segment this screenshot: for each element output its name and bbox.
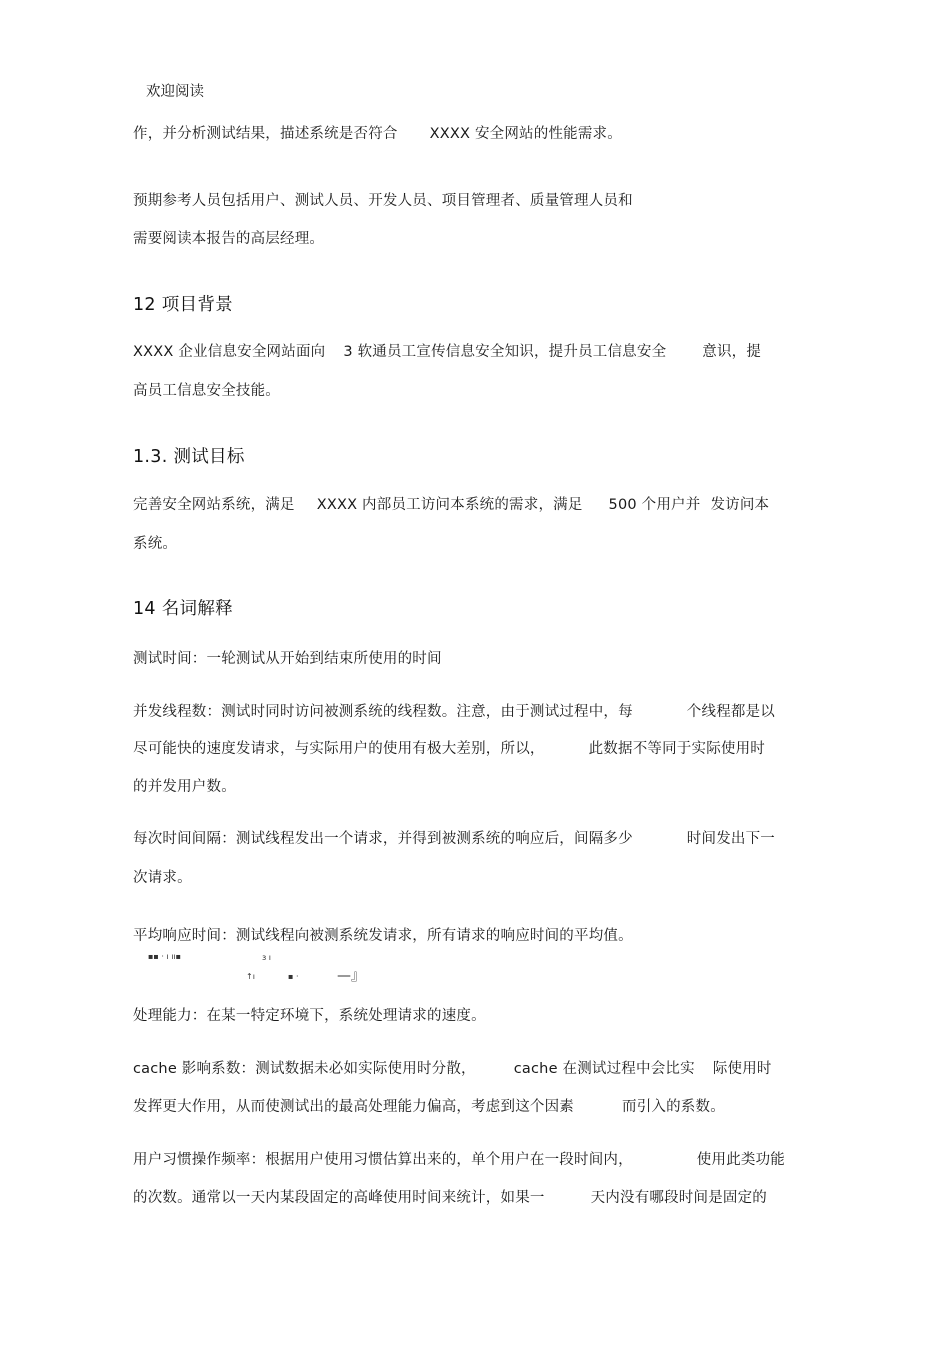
paragraph-audience-line2: 需要阅读本报告的高层经理。	[133, 231, 325, 247]
term-interval-line2: 次请求。	[133, 870, 192, 886]
scan-artifact: ▪▪ · ı ıı▪	[148, 952, 182, 961]
scan-artifact: ɜ ı	[262, 953, 272, 962]
text-segment: 使用此类功能	[696, 1152, 785, 1168]
paragraph-goal-line2: 系统。	[133, 536, 178, 552]
text-segment: 的次数。通常以一天内某段固定的高峰使用时间来统计，如果一	[133, 1190, 545, 1206]
term-test-time: 测试时间：一轮测试从开始到结束所使用的时间	[133, 651, 442, 667]
text-segment: 用户习惯操作频率：根据用户使用习惯估算出来的，单个用户在一段时间内，	[133, 1152, 633, 1168]
term-concurrency-line1	[133, 702, 775, 722]
text-segment: cache 在测试过程中会比实	[513, 1061, 695, 1077]
text-segment: 发挥更大作用，从而使测试出的最高处理能力偏高，考虑到这个因素	[133, 1099, 574, 1115]
text-segment: 完善安全网站系统，满足	[133, 497, 295, 513]
text-segment: cache 影响系数：测试数据未必如实际使用时分散，	[133, 1061, 476, 1077]
term-concurrency-line3: 的并发用户数。	[133, 779, 236, 795]
term-capacity: 处理能力：在某一特定环境下，系统处理请求的速度。	[133, 1008, 486, 1024]
text-segment: 而引入的系数。	[622, 1099, 725, 1115]
text-segment: 此数据不等同于实际使用时	[588, 741, 766, 757]
text-segment: 并发线程数：测试时同时访问被测系统的线程数。注意，由于测试过程中，每	[133, 704, 633, 720]
section-heading-background: 12 项目背景	[133, 295, 233, 315]
term-concurrency-line2	[133, 739, 765, 759]
text-segment: 个线程都是以	[686, 704, 775, 720]
term-cache-line2	[133, 1097, 725, 1117]
text-segment: 500 个用户并	[608, 497, 701, 513]
term-frequency-line1	[133, 1150, 785, 1170]
text-segment: 意识，提	[702, 344, 762, 360]
term-frequency-line2	[133, 1188, 767, 1208]
page-header: 欢迎阅读	[146, 84, 204, 100]
text-segment: 天内没有哪段时间是固定的	[590, 1190, 768, 1206]
term-avg-response: 平均响应时间：测试线程向被测系统发请求，所有请求的响应时间的平均值。	[133, 928, 633, 944]
text-segment: 3 软通员工宣传信息安全知识，提升员工信息安全	[343, 344, 667, 360]
section-heading-goal: 1.3. 测试目标	[133, 447, 245, 467]
text-segment: 际使用时	[712, 1061, 772, 1077]
paragraph-background-line1	[133, 342, 761, 362]
section-heading-glossary: 14 名词解释	[133, 599, 233, 619]
paragraph-intro	[133, 124, 622, 144]
text-segment: 时间发出下一	[686, 831, 775, 847]
paragraph-goal-line1	[133, 495, 769, 515]
text-segment: 发访问本	[710, 497, 770, 513]
text-segment: XXXX 内部员工访问本系统的需求，满足	[316, 497, 583, 513]
text-segment: 尽可能快的速度发请求，与实际用户的使用有极大差别，所以，	[133, 741, 545, 757]
text-segment: 每次时间间隔：测试线程发出一个请求，并得到被测系统的响应后，间隔多少	[133, 831, 633, 847]
text-segment: 作，并分析测试结果，描述系统是否符合	[133, 126, 398, 142]
text-segment: XXXX 企业信息安全网站面向	[133, 344, 326, 360]
paragraph-background-line2: 高员工信息安全技能。	[133, 383, 280, 399]
paragraph-audience-line1: 预期参考人员包括用户、测试人员、开发人员、项目管理者、质量管理人员和	[133, 193, 633, 209]
scan-artifact: ↑ı	[246, 972, 255, 981]
term-cache-line1	[133, 1059, 772, 1079]
term-interval-line1	[133, 829, 775, 849]
scan-artifact: ▪ ·	[288, 972, 299, 981]
scan-artifact: —』	[337, 968, 365, 984]
text-segment: XXXX 安全网站的性能需求。	[429, 126, 622, 142]
